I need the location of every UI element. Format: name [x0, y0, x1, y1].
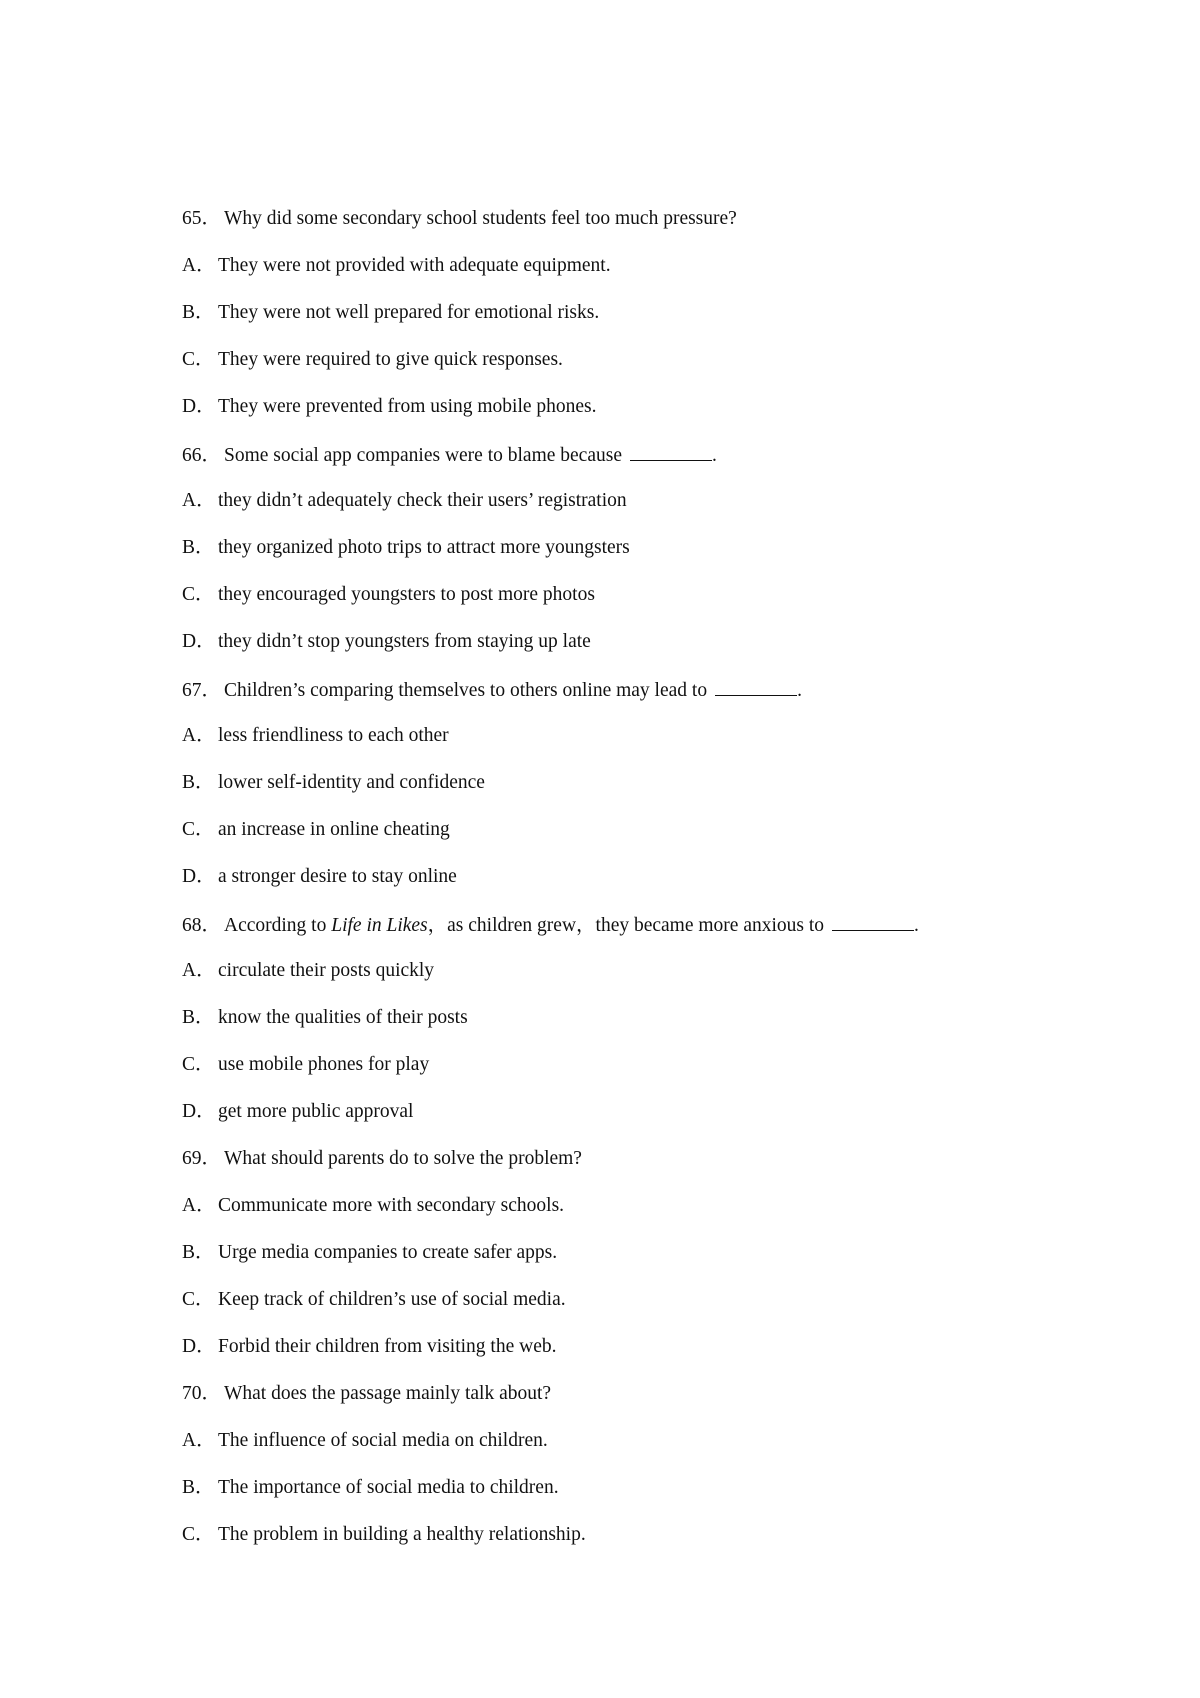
option-letter: C．	[182, 1054, 215, 1075]
question-text-post: ，as children grew，they became more anxious to	[427, 915, 825, 936]
option-letter: B．	[182, 1007, 215, 1028]
option-letter: A．	[182, 1430, 216, 1451]
option-letter: D．	[182, 396, 216, 417]
option-letter: D．	[182, 631, 216, 652]
option-67-a	[182, 724, 449, 748]
option-letter: A．	[182, 490, 216, 511]
option-text: The influence of social media on children.	[218, 1430, 548, 1451]
answer-blank	[715, 677, 797, 696]
question-end: .	[797, 680, 802, 701]
question-number: 67．	[182, 680, 222, 701]
question-66-stem	[182, 442, 717, 468]
option-text: Urge media companies to create safer apps.	[218, 1242, 558, 1263]
option-text: they encouraged youngsters to post more photos	[218, 584, 595, 605]
question-69-stem	[182, 1147, 582, 1171]
option-66-a	[182, 489, 627, 513]
option-letter: D．	[182, 1101, 216, 1122]
option-letter: C．	[182, 1524, 215, 1545]
question-text: What should parents do to solve the problem?	[224, 1148, 582, 1169]
option-letter: A．	[182, 960, 216, 981]
option-text: Communicate more with secondary schools.	[218, 1195, 565, 1216]
option-letter: A．	[182, 725, 216, 746]
question-70-stem	[182, 1382, 551, 1406]
option-text: Forbid their children from visiting the web.	[218, 1336, 557, 1357]
option-text: The importance of social media to children.	[218, 1477, 559, 1498]
option-letter: C．	[182, 819, 215, 840]
option-66-c	[182, 583, 595, 607]
question-text: What does the passage mainly talk about?	[224, 1383, 552, 1404]
option-66-d	[182, 630, 591, 654]
question-65-stem	[182, 207, 737, 231]
option-69-a	[182, 1194, 564, 1218]
option-letter: A．	[182, 1195, 216, 1216]
option-68-d	[182, 1100, 413, 1124]
question-number: 68．	[182, 915, 222, 936]
option-letter: B．	[182, 772, 215, 793]
question-number: 70．	[182, 1383, 222, 1404]
book-title: Life in Likes	[331, 915, 428, 936]
option-70-a	[182, 1429, 548, 1453]
option-70-b	[182, 1476, 559, 1500]
option-text: lower self-identity and confidence	[218, 772, 485, 793]
question-68-stem	[182, 912, 919, 938]
question-text-pre: According to	[224, 915, 332, 936]
option-text: know the qualities of their posts	[218, 1007, 468, 1028]
option-65-a	[182, 254, 611, 278]
option-69-b	[182, 1241, 557, 1265]
option-text: they didn’t adequately check their users’ registration	[218, 490, 627, 511]
option-text: They were not provided with adequate equipment.	[218, 255, 611, 276]
option-text: an increase in online cheating	[218, 819, 450, 840]
option-65-c	[182, 348, 563, 372]
option-letter: B．	[182, 1477, 215, 1498]
option-67-b	[182, 771, 485, 795]
option-text: They were prevented from using mobile phones.	[218, 396, 597, 417]
option-text: The problem in building a healthy relationship.	[218, 1524, 586, 1545]
option-letter: A．	[182, 255, 216, 276]
option-letter: D．	[182, 866, 216, 887]
option-letter: B．	[182, 537, 215, 558]
option-text: a stronger desire to stay online	[218, 866, 457, 887]
option-letter: B．	[182, 1242, 215, 1263]
question-number: 66．	[182, 445, 222, 466]
question-end: .	[914, 915, 919, 936]
option-text: they didn’t stop youngsters from staying up late	[218, 631, 591, 652]
option-65-d	[182, 395, 597, 419]
option-70-c	[182, 1523, 586, 1547]
option-text: circulate their posts quickly	[218, 960, 435, 981]
option-letter: B．	[182, 302, 215, 323]
option-letter: C．	[182, 349, 215, 370]
option-68-c	[182, 1053, 429, 1077]
question-number: 65．	[182, 208, 222, 229]
question-text: Children’s comparing themselves to others online may lead to	[224, 680, 708, 701]
option-68-a	[182, 959, 434, 983]
option-69-c	[182, 1288, 566, 1312]
option-67-c	[182, 818, 450, 842]
option-text: They were not well prepared for emotional risks.	[218, 302, 600, 323]
option-letter: C．	[182, 1289, 215, 1310]
option-67-d	[182, 865, 457, 889]
option-65-b	[182, 301, 599, 325]
option-text: less friendliness to each other	[218, 725, 449, 746]
option-text: get more public approval	[218, 1101, 414, 1122]
option-text: Keep track of children’s use of social media.	[218, 1289, 566, 1310]
option-66-b	[182, 536, 630, 560]
option-69-d	[182, 1335, 556, 1359]
answer-blank	[630, 442, 712, 461]
question-number: 69．	[182, 1148, 222, 1169]
question-end: .	[711, 445, 717, 466]
option-text: they organized photo trips to attract more youngsters	[218, 537, 630, 558]
question-text: Why did some secondary school students feel too much pressure?	[224, 208, 737, 229]
option-text: use mobile phones for play	[218, 1054, 430, 1075]
option-letter: C．	[182, 584, 215, 605]
answer-blank	[832, 912, 914, 931]
option-68-b	[182, 1006, 468, 1030]
question-67-stem	[182, 677, 802, 703]
option-text: They were required to give quick responses.	[218, 349, 563, 370]
question-text: Some social app companies were to blame because	[224, 445, 622, 466]
option-letter: D．	[182, 1336, 216, 1357]
